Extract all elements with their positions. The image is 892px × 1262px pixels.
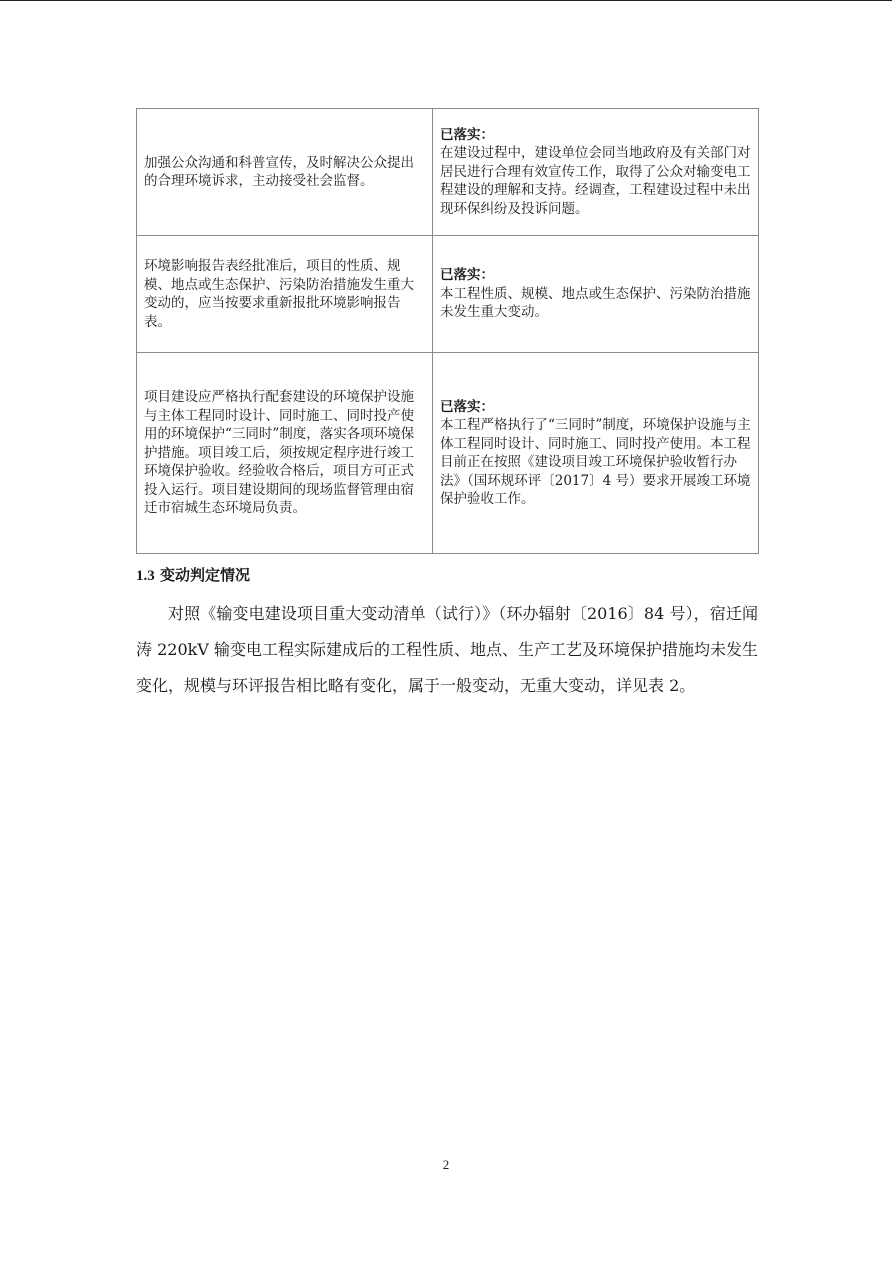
requirement-text: 项目建设应严格执行配套建设的环境保护设施与主体工程同时设计、同时施工、同时投产使用的环境保护“三同时”制度，落实各项环境保护措施。项目竣工后，须按规定程序进行竣工环境保护验收。经验收合格后，项目方可正式投入运行。项目建设期间的现场监督管理由宿迁市宿城生态环境局负责。 <box>144 389 415 517</box>
status-label: 已落实： <box>440 398 494 415</box>
status-label: 已落实： <box>440 126 494 143</box>
requirement-text: 加强公众沟通和科普宣传，及时解决公众提出的合理环境诉求，主动接受社会监督。 <box>144 154 414 189</box>
table-row <box>137 353 759 554</box>
implementation-cell <box>433 109 759 236</box>
body-paragraph: 对照《输变电建设项目重大变动清单（试行）》（环办辐射〔2016〕84 号），宿迁闻涛 220kV 输变电工程实际建成后的工程性质、地点、生产工艺及环境保护措施均未发生变化，规模与环评报告相比略有变化，属于一般变动，无重大变动，详见表 2。 <box>136 604 758 695</box>
implementation-cell <box>433 353 759 554</box>
section-number: 1.3 <box>136 568 155 584</box>
status-label: 已落实： <box>440 267 494 284</box>
top-border-line <box>0 0 892 1</box>
requirements-table <box>136 108 759 554</box>
requirement-cell <box>137 109 433 236</box>
requirement-cell <box>137 236 433 353</box>
implementation-text: 本工程性质、规模、地点或生态保护、污染防治措施未发生重大变动。 <box>440 285 751 321</box>
implementation-text: 本工程严格执行了“三同时”制度，环境保护设施与主体工程同时设计、同时施工、同时投产使用。本工程目前正在按照《建设项目竣工环境保护验收暂行办法》（国环规环评〔2017〕4 号）要求开展竣工环境保护验收工作。 <box>440 417 751 507</box>
requirement-cell <box>137 353 433 554</box>
table-row <box>137 109 759 236</box>
implementation-text: 在建设过程中，建设单位会同当地政府及有关部门对居民进行合理有效宣传工作，取得了公众对输变电工程建设的理解和支持。经调查，工程建设过程中未出现环保纠纷及投诉问题。 <box>440 145 751 217</box>
table-row <box>137 236 759 353</box>
section-title: 变动判定情况 <box>159 566 250 584</box>
section-heading <box>136 564 250 585</box>
implementation-cell <box>433 236 759 353</box>
page-number: 2 <box>442 1157 450 1172</box>
requirement-text: 环境影响报告表经批准后，项目的性质、规模、地点或生态保护、污染防治措施发生重大变动的，应当按要求重新报批环境影响报告表。 <box>144 258 414 330</box>
